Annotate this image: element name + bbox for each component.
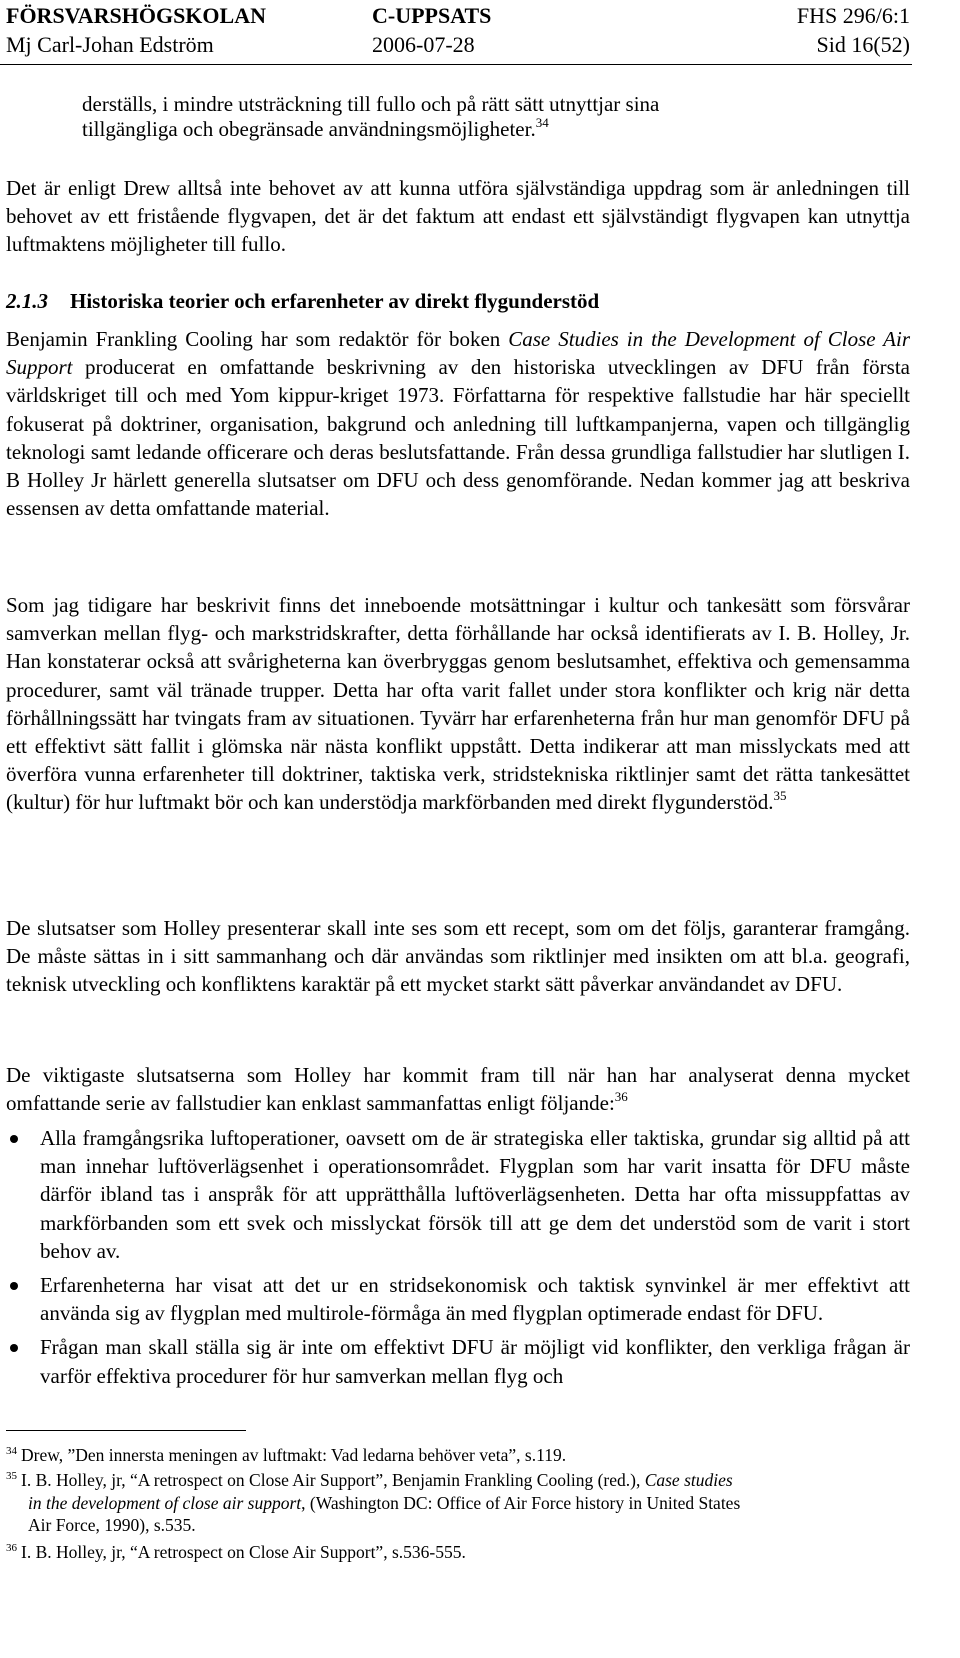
paragraph-3-text: Som jag tidigare har beskrivit finns det inneboende motsättningar i kultur och tankesätt som försvårar samverkan mellan flyg- och markstridskrafter, detta förhållande har också identifierats av I. B. Holley, Jr. Han konstaterar också att svårigheterna kan överbryggas genom beslutsamhet, effektiva och gemensamma procedurer, samt väl tränade trupper. Detta har ofta varit fallet under stora konflikter och krig när detta förhållningssätt har tvingats fram av situationen. Tyvärr har erfarenheterna från hur man genomför DFU på ett effektivt sätt fallit i glömska när nästa konflikt uppstått. Detta indikerar att man misslyckats med att överföra vunna erfarenheter till doktriner, taktiska verk, stridstekniska riktlinjer samt det rätta tankesättet (kultur) för hur luftmakt bör och kan understödja markförbanden med direkt flygunderstöd. [6,593,910,815]
footnote-text: I. B. Holley, jr, “A retrospect on Close Air Support”, Benjamin Frankling Cooling (red.), [21,1470,645,1490]
paragraph-2 [6,325,910,522]
book-title: Case Studies in the Development of Close Air Support [6,327,910,380]
header-doc-type: C-UPPSATS [372,3,492,28]
section-heading [6,289,599,314]
paragraph-5 [6,1061,910,1117]
bullet-icon [10,1344,18,1352]
footnote-text: Air Force, 1990), s.535. [28,1515,196,1535]
running-header-bottom [0,32,912,60]
header-institution: FÖRSVARSHÖGSKOLAN [6,3,266,28]
list-item-text: Erfarenheterna har visat att det ur en stridsekonomisk och taktisk synvinkel är mer effektivt att använda sig av flygplan med multirole-förmåga än med flygplan optimerade endast för DFU. [40,1273,910,1326]
footnote-book-title-cont: in the development of close air support [28,1492,302,1513]
footnote-separator [6,1430,246,1431]
paragraph-4: De slutsatser som Holley presenterar skall inte ses som ett recept, som om det följs, garanterar framgång. De måste sättas in i sitt sammanhang och där användas som riktlinjer med insikten om att bl.a. geografi, teknisk utveckling och konfliktens karaktär på ett mycket starkt sätt påverkar användandet av DFU. [6,916,910,997]
paragraph-2-text-a: Benjamin Frankling Cooling har som redaktör för boken [6,327,509,351]
bullet-icon [10,1135,18,1143]
footnote-ref-36: 36 [614,1089,628,1105]
footnote-line [6,1514,910,1537]
running-header-top [0,3,912,31]
paragraph-1: Det är enligt Drew alltså inte behovet av att kunna utföra självständiga uppdrag som är anledningen till behovet av ett fristående flygvapen, det är det faktum att endast ett självständigt flygvapen kan utnyttja luftmaktens möjligheter till fullo. [6,176,910,257]
list-item-text: Frågan man skall ställa sig är inte om effektivt DFU är möjligt vid konflikter, den verkliga frågan är varför effektiva procedurer för hur samverkan mellan flyg och [40,1335,910,1388]
paragraph-5-text: De viktigaste slutsatserna som Holley har kommit fram till när han har analyserat denna mycket omfattande serie av fallstudier kan enklast sammanfattas enligt följande: [6,1063,910,1116]
list-item [6,1271,910,1327]
footnote-number: 36 [6,1542,17,1554]
footnote-34 [6,1444,910,1467]
footnote-book-title: Case studies [644,1470,733,1490]
footnote-line [6,1469,910,1492]
header-rule [0,64,912,65]
footnote-35 [6,1469,910,1537]
section-number: 2.1.3 [6,289,48,313]
section-title: Historiska teorier och erfarenheter av direkt flygunderstöd [70,289,600,313]
footnote-36 [6,1541,910,1564]
paragraph-3 [6,591,910,817]
header-author: Mj Carl-Johan Edström [6,32,214,57]
list-item [6,1124,910,1265]
footnote-number: 35 [6,1470,17,1482]
footnote-ref-35: 35 [773,788,787,804]
footnote-line [6,1492,910,1515]
conclusions-list [6,1124,910,1390]
footnote-ref-34: 34 [535,115,549,130]
footnote-text: I. B. Holley, jr, “A retrospect on Close Air Support”, s.536-555. [21,1542,466,1562]
header-reference: FHS 296/6:1 [796,3,910,28]
footnote-number: 34 [6,1445,17,1457]
header-page-number: Sid 16(52) [816,32,910,57]
block-quote [82,92,722,142]
header-date: 2006-07-28 [372,32,475,57]
block-quote-text: derställs, i mindre utsträckning till fullo och på rätt sätt utnyttjar sina tillgängliga och obegränsade användningsmöjligheter. [82,92,660,141]
bullet-icon [10,1282,18,1290]
footnote-text: , (Washington DC: Office of Air Force history in United States [301,1492,741,1513]
list-item [6,1333,910,1389]
list-item-text: Alla framgångsrika luftoperationer, oavsett om de är strategiska eller taktiska, grundar sig alltid på att man innehar luftöverlägsenhet i operationsområdet. Flygplan som har varit insatta för DFU måste därför ibland tas i anspråk för att upprätthålla luftöverlägsenheten. Detta har ofta missuppfattas av markförbanden som ett svek och misslyckat försök till att ge dem det understöd som de varit i stort behov av. [40,1126,910,1263]
footnote-text: Drew, ”Den innersta meningen av luftmakt: Vad ledarna behöver veta”, s.119. [21,1445,567,1465]
paragraph-2-text-b: producerat en omfattande beskrivning av den historiska utvecklingen av DFU från första världskriget till och med Yom kippur-kriget 1973. Författarna för respektive fallstudie har här speciellt fokuserat på doktriner, organisation, bakgrund och anledning till luftkampanjerna, vapen och tillgänglig teknologi samt ledande officerare och deras beslutsfattande. Från dessa grundliga fallstudier har slutligen I. B Holley Jr härlett generella slutsatser om DFU och dess genomförande. Nedan kommer jag att beskriva essensen av detta omfattande material. [6,355,910,521]
